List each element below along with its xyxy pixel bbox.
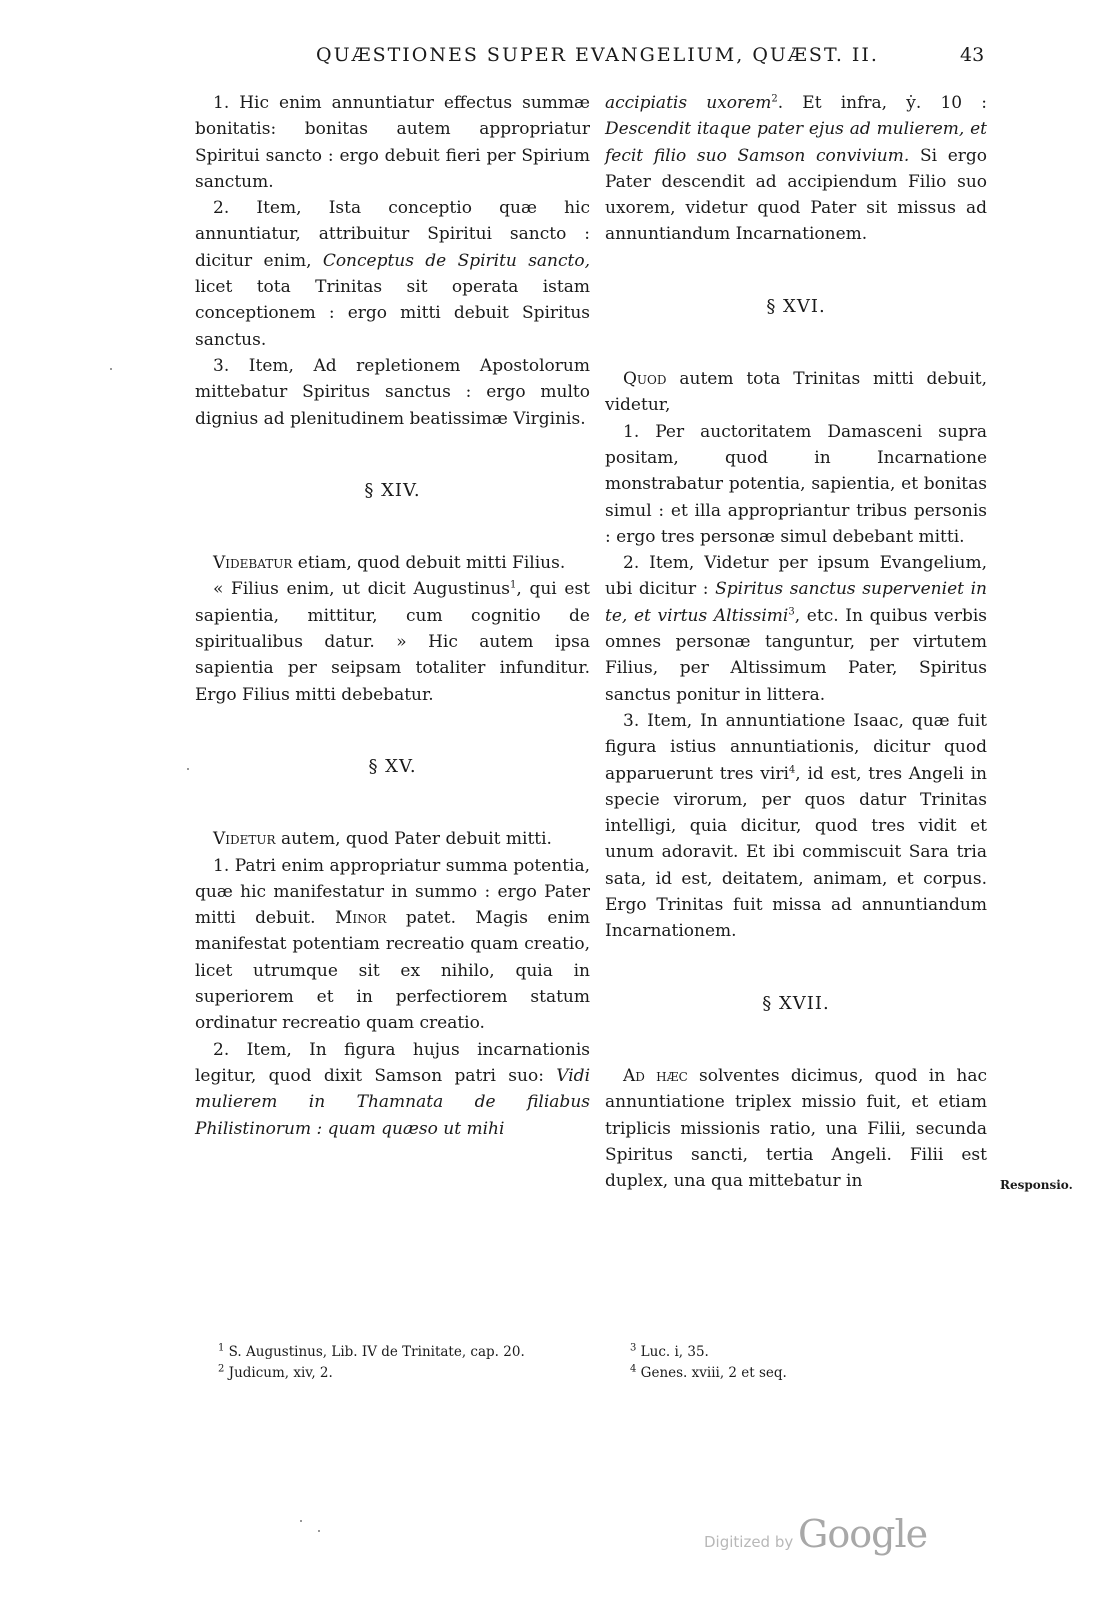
footnote	[218, 1363, 598, 1384]
paragraph	[195, 826, 590, 852]
section-heading: § XVII.	[762, 992, 830, 1014]
watermark-prefix: Digitized by	[704, 1533, 794, 1551]
text: 3. Item, In annuntiatione Isaac, quæ fuit figura istius annuntiationis, dicitur quod apparuerunt tres viri	[605, 710, 987, 784]
footnote	[630, 1342, 980, 1363]
text: 2. Item, Videtur per ipsum Evangelium, ubi dicitur :	[605, 553, 987, 600]
italic-quote: accipiatis uxorem	[605, 93, 772, 113]
paragraph	[195, 853, 590, 1037]
text: 1. Patri enim appropriatur summa potentia, quæ hic manifestatur in summo : ergo Pater mitti debuit.	[195, 855, 590, 929]
paragraph	[605, 1063, 987, 1194]
paragraph: 1. Per auctoritatem Damasceni supra positam, quod in Incarnatione monstrabatur potentia, sapientia, et bonitas simul : et illa appropriantur tribus personis : ergo tres personæ simul debebant mitti.	[605, 421, 987, 547]
footnote-ref: 1	[510, 579, 517, 591]
footnote-text: Genes. xviii, 2 et seq.	[636, 1365, 787, 1381]
footnote-text: Judicum, xiv, 2.	[224, 1365, 333, 1381]
italic-quote: Vidi mulierem in Thamnata de filiabus Philistinorum : quam quæso ut mihi	[195, 1065, 590, 1139]
text: , etc. In quibus verbis omnes personæ tanguntur, per virtutem Filius, per Altissimum Pater, Spiritus sanctus ponitur in littera.	[605, 605, 987, 705]
scan-speck	[300, 1520, 302, 1522]
digitized-watermark	[704, 1512, 927, 1556]
text: . Et infra, ẏ. 10 :	[777, 93, 987, 113]
google-logo: Google	[798, 1512, 928, 1556]
italic-quote: Spiritus sanctus superveniet in te, et virtus Altissimi	[605, 579, 987, 626]
text: autem, quod Pater debuit mitti.	[275, 829, 552, 850]
footnote-ref: 4	[788, 763, 796, 775]
footnote-ref: 3	[788, 606, 795, 618]
scan-speck	[318, 1530, 320, 1532]
paragraph: 3. Item, Ad repletionem Apostolorum mittebatur Spiritus sanctus : ergo multo dignius ad plenitudinem beatissimæ Virginis.	[195, 355, 590, 429]
margin-note: Responsio.	[1000, 1178, 1073, 1192]
paragraph	[605, 708, 987, 945]
text: etiam, quod debuit mitti Filius.	[292, 553, 566, 574]
paragraph	[195, 1037, 590, 1142]
text: 2. Item, In figura hujus incarnationis legitur, quod dixit Samson patri suo:	[195, 1039, 590, 1086]
footnote-text: S. Augustinus, Lib. IV de Trinitate, cap. 20.	[224, 1344, 525, 1360]
text: licet tota Trinitas sit operata istam conceptionem : ergo mitti debuit Spiritus sanctus.	[195, 277, 590, 350]
text: 2. Item, Ista conceptio quæ hic annuntiatur, attribuitur Spiritui sancto : dicitur enim,	[195, 198, 590, 271]
text: solventes dicimus, quod in hac annuntiatione triplex missio fuit, et etiam triplicis missionis ratio, una Filii, secunda Spiritus sancti, tertia Angeli. Filii est duplex, una qua mittebatur in	[605, 1065, 987, 1192]
text: , id est, tres Angeli in specie virorum, per quos datur Trinitas intelligi, quia dicitur, quod tres vidit et unum adoravit. Et ibi commiscuit Sara tria sata, id est, deitatem, animam, et corpus. Ergo Trinitas fuit missa ad annuntiandum Incarnationem.	[605, 763, 988, 942]
running-head: QUÆSTIONES SUPER EVANGELIUM, QUÆST. II.	[316, 44, 879, 66]
small-caps-lead: Videtur	[213, 829, 276, 850]
footnote-text: Luc. i, 35.	[636, 1344, 709, 1360]
footnote	[218, 1342, 598, 1363]
italic-quote: Conceptus de Spiritu sancto,	[322, 250, 590, 271]
page-number: 43	[960, 44, 985, 66]
footnotes-right	[630, 1342, 980, 1384]
paragraph: 1. Hic enim annuntiatur effectus summæ bonitatis: bonitas autem appropriatur Spiritui sancto : ergo debuit fieri per Spirium sanctum.	[195, 93, 590, 192]
paragraph	[605, 550, 987, 708]
text: « Filius enim, ut dicit Augustinus	[213, 579, 511, 600]
footnote	[630, 1363, 980, 1384]
footnotes-left	[218, 1342, 598, 1384]
small-caps-lead: Quod	[623, 369, 667, 390]
section-heading: § XV.	[368, 755, 417, 777]
section-heading: § XIV.	[364, 479, 421, 501]
small-caps-word: Minor	[334, 908, 387, 929]
text: patet. Magis enim manifestat potentiam recreatio quam creatio, licet utrumque sit ex nihilo, quia in superiorem et in perfectiorem statum ordinatur recreatio quam creatio.	[195, 908, 590, 1034]
footnote-mark: 2	[218, 1363, 225, 1375]
left-column	[195, 90, 590, 1142]
text: Si ergo Pater descendit ad accipiendum Filio suo uxorem, videtur quod Pater sit missus ad annuntiandum Incarnationem.	[605, 145, 987, 245]
small-caps-lead: Videbatur	[213, 553, 293, 574]
paragraph	[195, 576, 590, 707]
footnote-ref: 2	[771, 93, 778, 105]
paragraph	[195, 195, 590, 353]
section-heading: § XVI.	[766, 295, 826, 317]
paragraph	[605, 90, 987, 248]
footnote-mark: 1	[218, 1342, 225, 1354]
paragraph	[195, 550, 590, 576]
scan-speck	[187, 768, 189, 770]
italic-quote: Descendit itaque pater ejus ad mulierem, et fecit filio suo Samson convivium.	[605, 119, 987, 166]
scan-speck	[110, 368, 112, 370]
footnote-mark: 4	[630, 1363, 637, 1375]
footnote-mark: 3	[630, 1342, 637, 1354]
right-column	[605, 90, 987, 1194]
text: autem tota Trinitas mitti debuit, videtur,	[605, 369, 987, 416]
text: , qui est sapientia, mittitur, cum cognitio de spiritualibus datur. » Hic autem ipsa sapientia per seipsam totaliter infunditur. Ergo Filius mitti debebatur.	[195, 579, 590, 705]
paragraph	[605, 366, 987, 419]
small-caps-lead: Ad hæc	[623, 1065, 688, 1086]
